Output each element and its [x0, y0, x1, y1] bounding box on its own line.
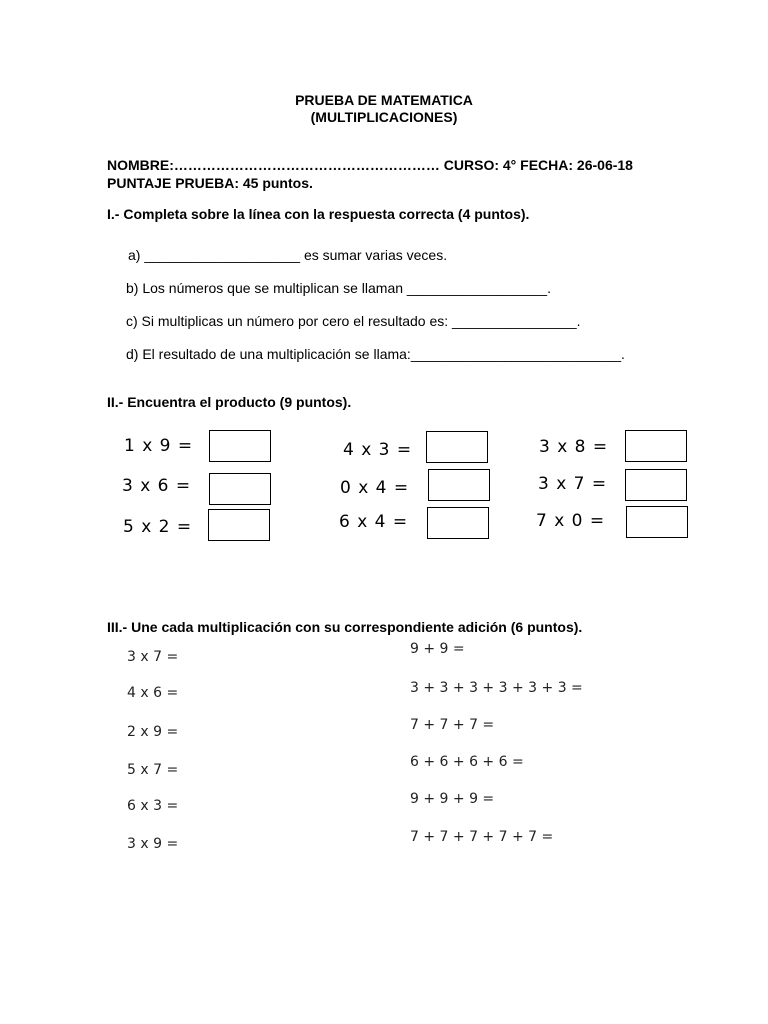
- multiplication-item: 2 x 9 =: [127, 724, 179, 740]
- answer-box[interactable]: [625, 469, 687, 501]
- product-problem: 7 x 0 =: [536, 511, 606, 531]
- product-problem: 5 x 2 =: [123, 517, 193, 537]
- multiplication-item: 4 x 6 =: [127, 685, 179, 701]
- student-info-line: NOMBRE:………………………………………………… CURSO: 4° FECHA: 26-06-18: [107, 157, 633, 173]
- answer-box[interactable]: [626, 506, 688, 538]
- product-problem: 4 x 3 =: [343, 440, 413, 460]
- fill-in-question-a: a) ____________________ es sumar varias veces.: [128, 247, 448, 263]
- multiplication-item: 3 x 9 =: [127, 836, 179, 852]
- addition-item: 9 + 9 + 9 =: [410, 791, 495, 807]
- score-line: PUNTAJE PRUEBA: 45 puntos.: [107, 175, 313, 191]
- addition-item: 7 + 7 + 7 =: [410, 717, 495, 733]
- section-3-heading: III.- Une cada multiplicación con su correspondiente adición (6 puntos).: [107, 619, 583, 635]
- section-1-heading: I.- Completa sobre la línea con la respuesta correcta (4 puntos).: [107, 206, 530, 222]
- answer-box[interactable]: [427, 507, 489, 539]
- fill-in-question-d: d) El resultado de una multiplicación se llama:___________________________.: [126, 346, 625, 362]
- answer-box[interactable]: [428, 469, 490, 501]
- answer-box[interactable]: [208, 509, 270, 541]
- answer-box[interactable]: [209, 430, 271, 462]
- answer-box[interactable]: [625, 430, 687, 462]
- addition-item: 3 + 3 + 3 + 3 + 3 + 3 =: [410, 680, 583, 696]
- multiplication-item: 3 x 7 =: [127, 649, 179, 665]
- product-problem: 3 x 7 =: [538, 474, 608, 494]
- multiplication-item: 5 x 7 =: [127, 762, 179, 778]
- addition-item: 7 + 7 + 7 + 7 + 7 =: [410, 829, 554, 845]
- addition-item: 9 + 9 =: [410, 641, 465, 657]
- fill-in-question-c: c) Si multiplicas un número por cero el resultado es: ________________.: [126, 313, 581, 329]
- addition-item: 6 + 6 + 6 + 6 =: [410, 754, 524, 770]
- product-problem: 3 x 6 =: [122, 476, 192, 496]
- product-problem: 3 x 8 =: [539, 437, 609, 457]
- section-2-heading: II.- Encuentra el producto (9 puntos).: [107, 394, 352, 410]
- page-title: PRUEBA DE MATEMATICA: [295, 92, 473, 108]
- product-problem: 0 x 4 =: [340, 478, 410, 498]
- fill-in-question-b: b) Los números que se multiplican se llaman __________________.: [126, 280, 551, 296]
- answer-box[interactable]: [426, 431, 488, 463]
- multiplication-item: 6 x 3 =: [127, 798, 179, 814]
- answer-box[interactable]: [209, 473, 271, 505]
- product-problem: 6 x 4 =: [339, 512, 409, 532]
- product-problem: 1 x 9 =: [124, 436, 194, 456]
- page-subtitle: (MULTIPLICACIONES): [310, 109, 458, 125]
